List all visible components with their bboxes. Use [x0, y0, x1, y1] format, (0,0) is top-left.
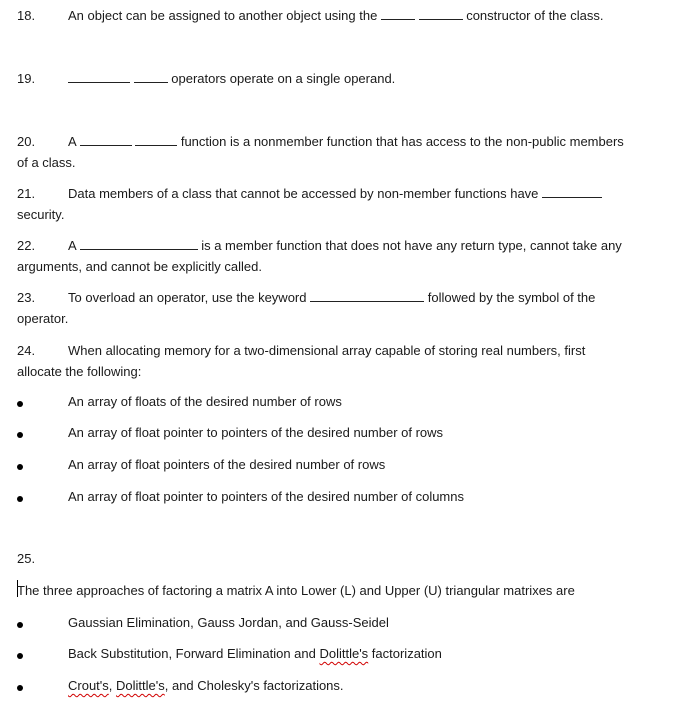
question-23: [17, 287, 677, 329]
bullet-icon: [17, 464, 23, 470]
question-21: [17, 183, 677, 225]
question-25-stem: The three approaches of factoring a matrix A into Lower (L) and Upper (U) triangular matrixes are: [17, 583, 575, 598]
option-25-3: [68, 675, 344, 696]
answer-blank[interactable]: [381, 7, 415, 20]
bullet-icon: [17, 685, 23, 691]
option-text: Back Substitution, Forward Elimination and: [68, 646, 320, 661]
answer-blank[interactable]: [135, 133, 177, 146]
bullet-icon: [17, 496, 23, 502]
question-number: 22.: [17, 238, 36, 253]
question-text: When allocating memory for a two-dimensional array capable of storing real numbers, first: [68, 343, 586, 358]
question-text: allocate the following:: [17, 364, 142, 379]
question-text: of a class.: [17, 155, 76, 170]
option-24-4: An array of float pointer to pointers of the desired number of columns: [68, 489, 464, 504]
spelling-error[interactable]: Dolittle's: [116, 678, 165, 693]
question-text: A: [68, 238, 76, 253]
bullet-icon: [17, 401, 23, 407]
question-text: operator.: [17, 311, 69, 326]
question-text: followed by the symbol of the: [427, 290, 596, 305]
question-text: constructor of the class.: [466, 8, 604, 23]
option-text: ,: [108, 678, 117, 693]
spelling-error[interactable]: Dolittle's: [319, 646, 369, 661]
question-19: [17, 68, 677, 89]
question-number: 21.: [17, 186, 36, 201]
question-number: 18.: [17, 8, 36, 23]
bullet-icon: [17, 622, 23, 628]
question-text: A: [68, 134, 76, 149]
question-text: arguments, and cannot be explicitly called.: [17, 259, 262, 274]
question-number: 24.: [17, 343, 36, 358]
option-25-2: [68, 643, 442, 664]
question-text: operators operate on a single operand.: [171, 71, 396, 86]
question-20: [17, 131, 677, 173]
bullet-icon: [17, 432, 23, 438]
question-text: Data members of a class that cannot be accessed by non-member functions have: [68, 186, 539, 201]
answer-blank[interactable]: [542, 185, 602, 198]
question-24: [17, 340, 677, 382]
question-text: To overload an operator, use the keyword: [68, 290, 307, 305]
question-number: 25.: [17, 551, 36, 566]
option-24-1: An array of floats of the desired number of rows: [68, 394, 342, 409]
answer-blank[interactable]: [80, 237, 198, 250]
answer-blank[interactable]: [134, 70, 168, 83]
answer-blank[interactable]: [68, 70, 130, 83]
question-22: [17, 235, 677, 277]
option-25-1: Gaussian Elimination, Gauss Jordan, and Gauss-Seidel: [68, 615, 389, 630]
question-text: function is a nonmember function that has access to the non-public members: [180, 134, 624, 149]
answer-blank[interactable]: [80, 133, 132, 146]
option-text: , and Cholesky's factorizations.: [164, 678, 344, 693]
question-number: 23.: [17, 290, 36, 305]
question-number: 20.: [17, 134, 36, 149]
spelling-error[interactable]: Crout's: [68, 678, 109, 693]
question-text: is a member function that does not have any return type, cannot take any: [201, 238, 622, 253]
option-24-3: An array of float pointers of the desired number of rows: [68, 457, 386, 472]
question-text: An object can be assigned to another object using the: [68, 8, 378, 23]
answer-blank[interactable]: [419, 7, 463, 20]
answer-blank[interactable]: [310, 289, 424, 302]
option-24-2: An array of float pointer to pointers of the desired number of rows: [68, 425, 444, 440]
option-text: factorization: [368, 646, 442, 661]
question-text: security.: [17, 207, 65, 222]
question-number: 19.: [17, 71, 36, 86]
bullet-icon: [17, 653, 23, 659]
question-18: [17, 5, 677, 26]
